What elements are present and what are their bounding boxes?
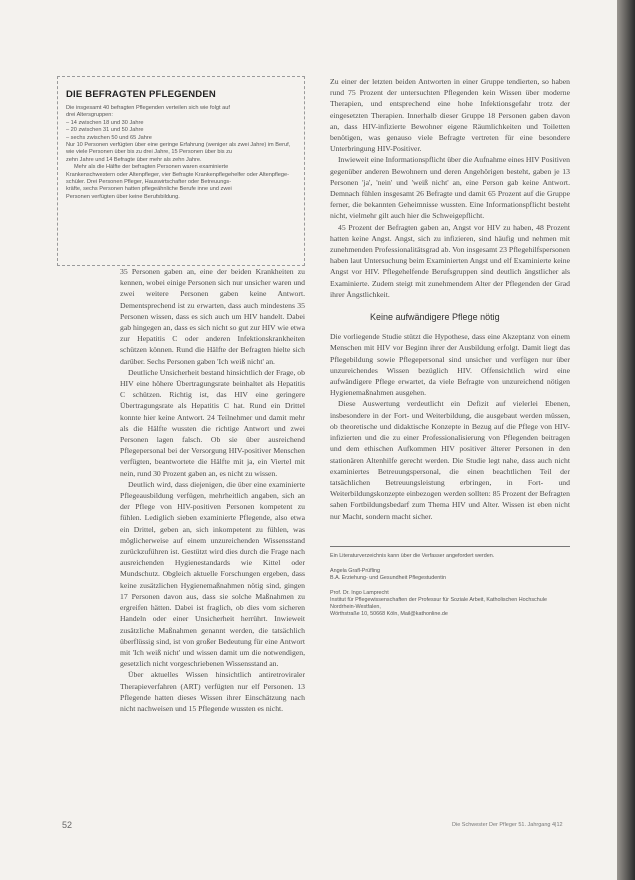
author-name: Angela Grafl-Prüfling — [330, 567, 381, 574]
left-column — [120, 266, 305, 714]
author-name: Prof. Dr. Ingo Lamprecht — [330, 589, 389, 596]
footer-citation: Die Schwester Der Pfleger 51. Jahrgang 4|12 — [452, 822, 563, 828]
author-address: Wörthstraße 10, 50668 Köln, Mail@kathonline.de — [330, 610, 448, 617]
box-line: Mehr als die Hälfte der befragten Personen waren examinierte — [74, 164, 229, 171]
box-line: schüler. Drei Personen Pfleger, Hauswirtschafter oder Betreuungs- — [66, 179, 232, 186]
box-line: Personen verfügten über keine Berufsbildung. — [66, 193, 180, 200]
page-edge-shadow — [617, 0, 635, 880]
page-number: 52 — [62, 820, 73, 830]
body-paragraph: Deutliche Unsicherheit bestand hinsichtlich der Frage, ob HIV eine höhere Übertragungsrate beinhaltet als Hepatitis C schützen. Richtig ist, das HIV eine geringere Übertragungsrate als Hepatitis C hat. Rund ein Drittel konnte hier keine Antwort. 24 Teilnehmer und damit mehr als die Hälfte wussten die richtige Antwort und zwei Personen lagen falsch. Ob sie über ausreichend Pflegepersonal bei der Versorgung HIV-positiver Menschen verfügten, beantwortete die Hälfte mit ja, ein Viertel mit nein, rund 30 Prozent gaben an, es nicht zu wissen. — [120, 367, 305, 478]
body-paragraph: 35 Personen gaben an, eine der beiden Krankheiten zu kennen, wobei einige Personen sich nur unsicher waren und zwei weitere Personen gaben keine Antwort. Dementsprechend ist zu erwarten, dass auch mindestens 35 Personen wissen, dass es sich auch um HIV handelt. Dabei gab hingegen an, dass es sich nicht so gut zur HIV wie etwa zur Hepatitis C oder anderen Infektionskrankheiten schützen können. Rund die Hälfte der Befragten hielte sich darüber. Sechs Personen gaben 'Ich weiß nicht' an. — [120, 267, 305, 366]
body-paragraph: Diese Auswertung verdeutlicht ein Defizit auf vielerlei Ebenen, insbesondere in der Fort- und Weiterbildung, die ausgebaut werden müssen, ob theoretische und didaktische Konzepte in Bezug auf die Pflege von HIV-infizierten und die zu einer Professionalisierung von Pflegenden beitragen und dem ethischen Aufkommen HIV positiver älterer Personen in den stationären Altenhilfe gerecht werden. Die Studie legt nahe, dass auch nicht examiniertes Betreuungspersonal, die einen beachtlichen Teil der tatsächlichen Betreuungsleistung erbringen, in Fort- und Weiterbildungskonzepte einbezogen werden sollten: 85 Prozent der Befragten sahen Fortbildungsbedarf zum Thema HIV und Alter. Wissen ist eben nicht nur Macht, sondern macht sicher. — [330, 399, 570, 521]
box-line: Nur 10 Personen verfügten über eine geringe Erfahrung (weniger als zwei Jahre) im Beruf, — [66, 142, 291, 149]
author-role: B.A. Erziehung- und Gesundheit Pflegestudentin — [330, 574, 446, 581]
box-line: kräfte, sechs Personen hatten pflegeähnliche Berufe inne und zwei — [66, 186, 232, 193]
right-column — [330, 76, 570, 618]
author-affiliation: Institut für Pflegewissenschaften der Professur für Soziale Arbeit, Katholischen Hochschule Nordrhein-Westfalen, — [330, 596, 547, 610]
box-line: drei Altersgruppen: — [66, 112, 113, 119]
box-line: – 14 zwischen 18 und 30 Jahre — [66, 119, 144, 126]
box-line: – 20 zwischen 31 und 50 Jahre — [66, 127, 144, 134]
body-paragraph: Über aktuelles Wissen hinsichtlich antiretroviraler Therapieverfahren (ART) verfügten nur elf Personen. 13 Pflegende hatten dieses Wissen ihrer Einschätzung nach nicht nachweisen und 15 Pflegende wussten es nicht. — [120, 670, 305, 713]
box-line: Die insgesamt 40 befragten Pflegenden verteilen sich wie folgt auf — [66, 105, 230, 111]
divider — [330, 546, 570, 547]
body-paragraph: Inwieweit eine Informationspflicht über die Aufnahme eines HIV Positiven gegenüber anderen Bewohnern und deren Angehörigen besteht, gaben je 13 Personen 'ja', 'nein' und 'weiß nicht' an, eine Person gab keine Antwort. Demnach fühlen insgesamt 26 Befragte und damit 65 Prozent auf die Gruppe ferner, die bekannten Geheimnisse wussten. Eine Informationspflicht besteht nicht, vielmehr gilt auch hier die Schweigepflicht. — [330, 155, 570, 221]
body-paragraph: Deutlich wird, dass diejenigen, die über eine examinierte Pflegeausbildung verfügen, mehrheitlich angaben, sich an der Pflege von HIV-positiven Personen kompetent zu fühlen. Lediglich sieben examinierte Pflegende, also etwa ein Drittel, geben an, sich inkompetent zu fühlen, was möglicherweise auf einem unzureichenden Wissensstand zurückzuführen ist. Gestützt wird dies durch die Frage nach ausreichenden Hygienestandards wie Kittel oder Mundschutz. Obgleich aktuelle Forschungen ergeben, dass keine zusätzlichen Hygienemaßnahmen nötig sind, gingen 17 Personen davon aus, dass sie solche Maßnahmen zu ergreifen hätten. Dabei ist fraglich, ob dies vom sicheren Handeln oder einer Unsicherheit herrührt. Inwieweit zusätzliche Maßnahmen genannt werden, die tatsächlich überflüssig sind, ist von großer Bedeutung für eine Antwort mit 'Ich weiß nicht' und wissen damit um die notwendigen, gesetzlich nicht vorgeschriebenen Wissensstand an. — [120, 479, 305, 669]
section-heading: Keine aufwändigere Pflege nötig — [370, 312, 500, 323]
info-box — [57, 76, 305, 266]
body-paragraph: Die vorliegende Studie stützt die Hypothese, dass eine Akzeptanz von einem Menschen mit HIV vor Beginn ihrer der Ausbildung erfolgt. Damit liegt das Pflegebildung sowie Pflegepersonal sind unsicher und verfügen nur über unzureichendes Wissen bezüglich HIV. Offensichtlich wird eine aufwändigere Pflege erwartet, da viele Befragte von unzureichend nötigen Hygienemaßnahmen ausgehen. — [330, 332, 570, 398]
literature-note: Ein Literaturverzeichnis kann über die Verfasser angefordert werden. — [330, 552, 495, 559]
box-line: wie viele Personen über bis zu drei Jahre, 15 Personen über bis zu — [66, 149, 233, 156]
box-title: DIE BEFRAGTEN PFLEGENDEN — [66, 89, 216, 100]
box-line: Krankenschwestern oder Altenpfleger, vier Befragte Krankenpflegehelfer oder Altenpflege- — [66, 171, 289, 178]
body-paragraph: 45 Prozent der Befragten gaben an, Angst vor HIV zu haben, 48 Prozent hatten keine Angst. Angst, sich zu infizieren, sind häufig und nehmen mit zunehmenden Professionalitätsgrad ab. Von insgesamt 23 Pflegehilfspersonen haben laut Untersuchung beim Examinierten Angst und elf Examinierte keine Angst vor HIV. Pflegehelfende Berufsgruppen sind deutlich ängstlicher als Examinierte. Zudem steigt mit zunehmendem Alter der Pflegenden der Grad ihrer Ängstlichkeit. — [330, 222, 570, 299]
box-line: zehn Jahre und 14 Befragte über mehr als zehn Jahre. — [66, 156, 202, 163]
box-line: – sechs zwischen 50 und 65 Jahre — [66, 134, 152, 141]
body-paragraph: Zu einer der letzten beiden Antworten in einer Gruppe tendierten, so haben rund 75 Prozent der untersuchten Pflegenden kein Wissen über moderne Therapien, und entsprechend eine hohe Infektionsgefahr trotz der eingesetzten Therapien. Innerhalb dieser Gruppe 18 Personen gaben davon an, dass HIV-infizierte Bewohner eigene Räumlichkeiten und Toiletten benötigen, was genauso viele Befragte vertreten für eine besondere Unterbringung HIV-Positiver. — [330, 77, 570, 154]
